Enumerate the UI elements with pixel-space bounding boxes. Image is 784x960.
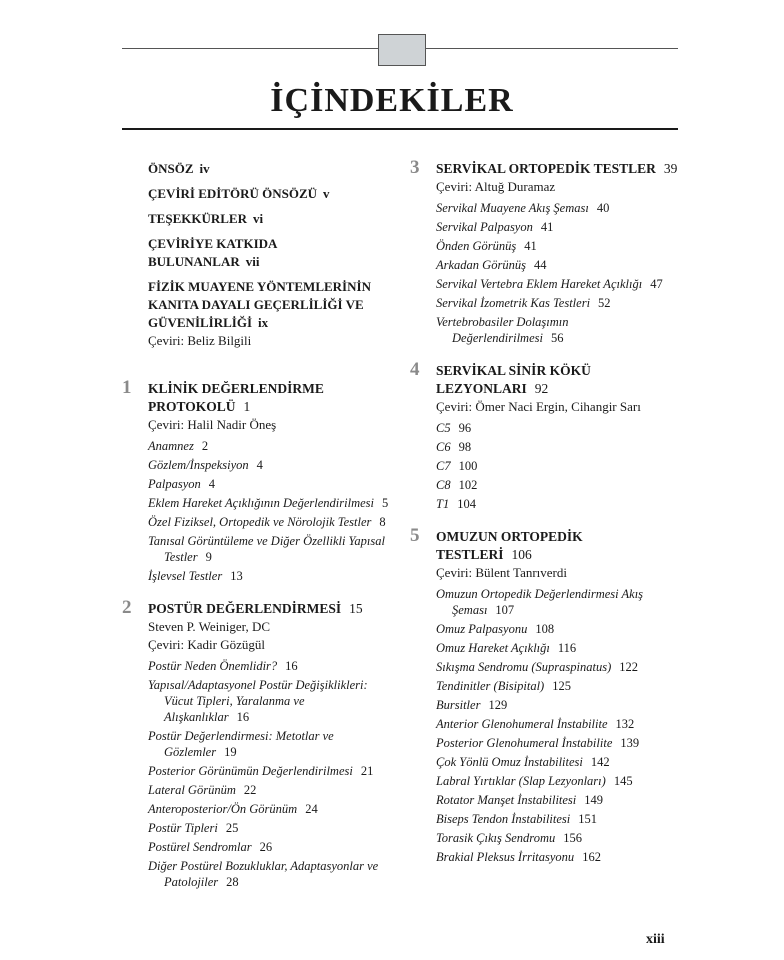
front-matter-title: FİZİK MUAYENE YÖNTEMLERİNİN KANITA DAYALI GEÇERLİLİĞİ VE GÜVENİLİRLİĞİ: [148, 279, 371, 330]
toc-entry-page: 108: [535, 622, 555, 636]
toc-entry-title: Biseps Tendon İnstabilitesi: [436, 812, 571, 826]
toc-entry[interactable]: [148, 514, 390, 530]
toc-entry-title: C6: [436, 440, 451, 454]
toc-entry-page: 26: [259, 840, 273, 854]
chapter-page: 92: [534, 381, 549, 396]
toc-entry[interactable]: [436, 200, 680, 216]
toc-entry-page: 5: [381, 496, 389, 510]
toc-entry-page: 129: [488, 698, 508, 712]
chapter-title: SERVİKAL ORTOPEDİK TESTLER: [436, 161, 656, 176]
toc-entry-page: 16: [285, 659, 298, 673]
toc-entry[interactable]: [436, 420, 680, 436]
toc-entry[interactable]: [148, 763, 390, 779]
toc-entry-page: 139: [620, 736, 640, 750]
toc-entry-title: Bursitler: [436, 698, 481, 712]
front-matter-page: vi: [252, 211, 264, 226]
title-underline: [122, 128, 678, 130]
front-matter-item[interactable]: [148, 278, 390, 332]
toc-entry-title: Brakial Pleksus İrritasyonu: [436, 850, 575, 864]
toc-entry-title: Çok Yönlü Omuz İnstabilitesi: [436, 755, 583, 769]
front-matter-translator: Çeviri: Beliz Bilgili: [148, 333, 252, 348]
toc-entry-title: Servikal Vertebra Eklem Hareket Açıklığı: [436, 277, 643, 291]
toc-entry[interactable]: [436, 496, 680, 512]
toc-entry-page: 41: [540, 220, 554, 234]
toc-entry[interactable]: [436, 640, 680, 656]
toc-entry-title: Labral Yırtıklar (Slap Lezyonları): [436, 774, 606, 788]
toc-entry-title: Gözlem/İnspeksiyon: [148, 458, 249, 472]
toc-entry[interactable]: [436, 586, 680, 618]
toc-entry-title: Anamnez: [148, 439, 194, 453]
toc-entry-title: C8: [436, 478, 451, 492]
toc-entry[interactable]: [436, 219, 680, 235]
toc-entry[interactable]: [436, 295, 680, 311]
toc-entry[interactable]: [436, 754, 680, 770]
front-matter-item[interactable]: [148, 210, 390, 228]
toc-entry-title: T1: [436, 497, 450, 511]
toc-entry-page: 107: [495, 603, 515, 617]
toc-entry-page: 149: [584, 793, 604, 807]
chapter-4: [410, 359, 680, 512]
left-column: [122, 160, 390, 893]
front-matter-item[interactable]: [148, 235, 390, 271]
chapter-number: 3: [410, 157, 420, 178]
toc-entry[interactable]: [148, 728, 390, 760]
toc-entry-page: 47: [650, 277, 663, 291]
toc-entry[interactable]: [148, 658, 390, 674]
page-title: İÇİNDEKİLER: [270, 82, 514, 119]
toc-entry-page: 102: [458, 478, 478, 492]
toc-entry-title: C5: [436, 421, 451, 435]
toc-entry[interactable]: [436, 276, 680, 292]
toc-entry-page: 162: [582, 850, 601, 864]
toc-entry-page: 116: [557, 641, 577, 655]
toc-entry[interactable]: [436, 830, 680, 846]
toc-entry-title: Özel Fiziksel, Ortopedik ve Nörolojik Testler: [148, 515, 372, 529]
toc-entry-title: Torasik Çıkış Sendromu: [436, 831, 556, 845]
toc-entry[interactable]: [148, 438, 390, 454]
toc-entry-title: C7: [436, 459, 451, 473]
chapter-translator: Çeviri: Kadir Gözügül: [148, 637, 265, 652]
toc-entry[interactable]: [436, 314, 680, 346]
toc-entry[interactable]: [148, 801, 390, 817]
toc-entry-page: 40: [596, 201, 610, 215]
toc-entry[interactable]: [148, 839, 390, 855]
toc-entry[interactable]: [436, 735, 680, 751]
front-matter-page: vii: [245, 254, 260, 269]
page-number: xiii: [646, 932, 665, 947]
toc-entry-title: Postürel Sendromlar: [148, 840, 252, 854]
toc-entry[interactable]: [436, 659, 680, 675]
front-matter-title: ÖNSÖZ: [148, 161, 194, 176]
chapter-title-link[interactable]: [436, 528, 680, 564]
toc-entry[interactable]: [148, 533, 390, 565]
toc-entry[interactable]: [148, 820, 390, 836]
chapter-page: 39: [663, 161, 678, 176]
chapter-title: OMUZUN ORTOPEDİK TESTLERİ: [436, 529, 583, 562]
front-matter-item[interactable]: [148, 185, 390, 203]
toc-entry-title: Tanısal Görüntüleme ve Diğer Özellikli Yapısal Testler: [148, 534, 385, 564]
toc-entry-page: 100: [458, 459, 478, 473]
toc-entry-page: 41: [524, 239, 537, 253]
front-matter-title: ÇEVİRİ EDİTÖRÜ ÖNSÖZÜ: [148, 186, 318, 201]
toc-entry-page: 142: [590, 755, 610, 769]
front-matter: [122, 160, 390, 350]
front-matter-title: TEŞEKKÜRLER: [148, 211, 247, 226]
chapter-title-link[interactable]: [436, 362, 680, 398]
toc-entry-page: 125: [552, 679, 571, 693]
toc-entry-page: 132: [615, 717, 635, 731]
toc-entry[interactable]: [436, 678, 680, 694]
toc-entry-title: Palpasyon: [148, 477, 201, 491]
chapter-2: [122, 597, 390, 890]
toc-entry[interactable]: [148, 476, 390, 492]
toc-entry-page: 44: [533, 258, 547, 272]
toc-entry-page: 2: [201, 439, 209, 453]
chapter-number: 4: [410, 359, 420, 380]
front-matter-page: iv: [199, 161, 210, 176]
toc-entry[interactable]: [436, 621, 680, 637]
chapter-title: POSTÜR DEĞERLENDİRMESİ: [148, 601, 342, 616]
toc-entry-title: Diğer Postürel Bozukluklar, Adaptasyonlar ve Patolojiler: [148, 859, 379, 889]
toc-entry-page: 24: [305, 802, 318, 816]
toc-entry-page: 9: [205, 550, 212, 564]
toc-entry[interactable]: [436, 773, 680, 789]
toc-entry-title: Omuz Hareket Açıklığı: [436, 641, 550, 655]
chapter-page: 1: [243, 399, 251, 414]
chapter-5: [410, 525, 680, 865]
front-matter-title: ÇEVİRİYE KATKIDA BULUNANLAR: [148, 236, 277, 269]
toc-entry-page: 21: [360, 764, 374, 778]
chapter-3: [410, 157, 680, 346]
toc-entry[interactable]: [148, 677, 390, 725]
chapter-title: SERVİKAL SİNİR KÖKÜ LEZYONLARI: [436, 363, 591, 396]
toc-entry-page: 16: [236, 710, 250, 724]
toc-entry-page: 25: [225, 821, 239, 835]
chapter-title-link[interactable]: [148, 380, 390, 416]
chapter-number: 5: [410, 525, 420, 546]
toc-entry[interactable]: [436, 439, 680, 455]
front-matter-page: v: [323, 186, 330, 201]
toc-entry-title: Anterior Glenohumeral İnstabilite: [436, 717, 608, 731]
chapter-title-link[interactable]: [148, 600, 390, 618]
toc-entry-title: Arkadan Görünüş: [436, 258, 526, 272]
chapter-page: 15: [349, 601, 363, 616]
toc-entry-page: 19: [224, 745, 237, 759]
front-matter-page: ix: [258, 315, 269, 330]
toc-entry-title: Lateral Görünüm: [148, 783, 236, 797]
toc-entry-title: Postür Tipleri: [148, 821, 218, 835]
toc-entry[interactable]: [436, 257, 680, 273]
toc-entry[interactable]: [148, 858, 390, 890]
toc-entry-title: Servikal İzometrik Kas Testleri: [436, 296, 591, 310]
toc-entry-title: Posterior Görünümün Değerlendirilmesi: [148, 764, 353, 778]
toc-entry[interactable]: [436, 697, 680, 713]
toc-entry-title: Yapısal/Adaptasyonel Postür Değişiklikleri: Vücut Tipleri, Yaralanma ve Alışkanlıklar: [148, 678, 368, 724]
toc-entry-title: Servikal Muayene Akış Şeması: [436, 201, 589, 215]
toc-entry-page: 52: [598, 296, 611, 310]
header-tab-box: [378, 34, 426, 66]
chapter-number: 1: [122, 377, 132, 398]
toc-entry[interactable]: [436, 458, 680, 474]
toc-entry-page: 96: [458, 421, 472, 435]
toc-entry-title: Önden Görünüş: [436, 239, 517, 253]
toc-entry-title: Postür Neden Önemlidir?: [148, 659, 278, 673]
toc-entry-page: 4: [256, 458, 263, 472]
toc-entry-page: 156: [563, 831, 582, 845]
toc-entry-page: 8: [379, 515, 386, 529]
toc-entry-title: Omuz Palpasyonu: [436, 622, 528, 636]
toc-entry-title: Anteroposterior/Ön Görünüm: [148, 802, 298, 816]
toc-entry-title: Tendinitler (Bisipital): [436, 679, 545, 693]
toc-entry-title: Posterior Glenohumeral İnstabilite: [436, 736, 613, 750]
toc-entry-title: Servikal Palpasyon: [436, 220, 533, 234]
toc-entry-page: 22: [243, 783, 257, 797]
toc-entry[interactable]: [436, 716, 680, 732]
chapter-translator: Çeviri: Altuğ Duramaz: [436, 179, 556, 194]
chapter-translator: Çeviri: Halil Nadir Öneş: [148, 417, 277, 432]
toc-entry-page: 151: [578, 812, 598, 826]
toc-entry[interactable]: [436, 238, 680, 254]
toc-entry-page: 4: [208, 477, 216, 491]
toc-entry-title: Eklem Hareket Açıklığının Değerlendirilmesi: [148, 496, 374, 510]
toc-entry-title: Vertebrobasiler Dolaşımın Değerlendirilmesi: [436, 315, 569, 345]
front-matter-item[interactable]: [148, 160, 390, 178]
toc-entry[interactable]: [436, 792, 680, 808]
toc-entry[interactable]: [436, 477, 680, 493]
right-column: [410, 157, 680, 868]
toc-entry-page: 28: [226, 875, 239, 889]
toc-entry[interactable]: [148, 568, 390, 584]
toc-entry-title: İşlevsel Testler: [148, 569, 223, 583]
toc-entry-title: Omuzun Ortopedik Değerlendirmesi Akış Şeması: [436, 587, 644, 617]
chapter-translator: Çeviri: Bülent Tanrıverdi: [436, 565, 567, 580]
toc-entry-page: 98: [458, 440, 472, 454]
toc-entry[interactable]: [436, 811, 680, 827]
chapter-title: KLİNİK DEĞERLENDİRME PROTOKOLÜ: [148, 381, 324, 414]
chapter-translator: Çeviri: Ömer Naci Ergin, Cihangir Sarı: [436, 399, 641, 414]
toc-entry-page: 56: [550, 331, 564, 345]
chapter-number: 2: [122, 597, 132, 618]
toc-entry-title: Sıkışma Sendromu (Supraspinatus): [436, 660, 612, 674]
toc-entry[interactable]: [148, 495, 390, 511]
toc-entry-page: 13: [230, 569, 243, 583]
chapter-title-link[interactable]: [436, 160, 680, 178]
chapter-author: Steven P. Weiniger, DC: [148, 619, 271, 634]
toc-entry-page: 122: [619, 660, 638, 674]
chapter-1: [122, 377, 390, 584]
toc-entry[interactable]: [148, 782, 390, 798]
toc-entry[interactable]: [148, 457, 390, 473]
toc-entry[interactable]: [436, 849, 680, 865]
toc-entry-page: 104: [457, 497, 476, 511]
toc-entry-title: Postür Değerlendirmesi: Metotlar ve Gözlemler: [148, 729, 334, 759]
toc-entry-page: 145: [613, 774, 633, 788]
chapter-page: 106: [511, 547, 532, 562]
toc-entry-title: Rotator Manşet İnstabilitesi: [436, 793, 577, 807]
